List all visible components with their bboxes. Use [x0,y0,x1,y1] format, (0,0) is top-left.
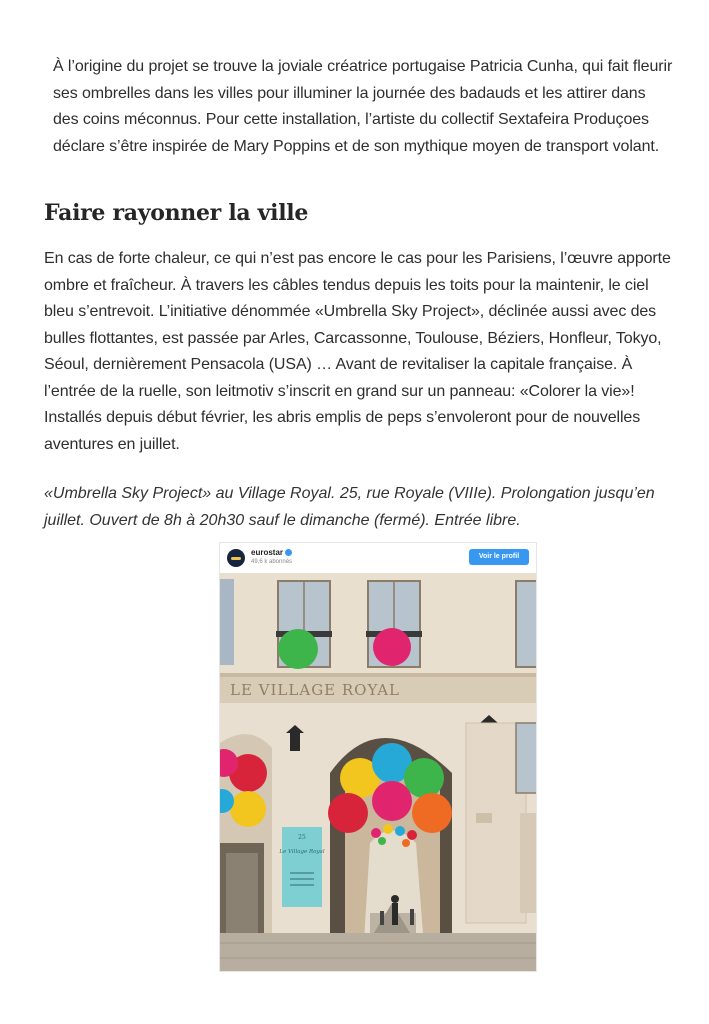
section-paragraph: En cas de forte chaleur, ce qui n’est pas encore le cas pour les Parisiens, l’œuvre apporte ombre et fraîcheur. À travers les câbles tendus depuis les toits pour la maintenir, le ciel bleu s’entrevoit. L’initiative dénommée «Umbrella Sky Project», déclinée aussi avec des bulles flottantes, est passée par Arles, Carcassonne, Toulouse, Béziers, Honfleur, Tokyo, Séoul, dernièrement Pensacola (USA) … Avant de revitaliser la capitale française. À l’entrée de la ruelle, son leitmotiv s’inscrit en grand sur un panneau: «Colorer la vie»! Installés depuis début février, les abris emplis de peps s’envoleront pour de nouvelles aventures en juillet. [44,250,671,453]
instagram-username[interactable] [251,548,292,557]
view-profile-button[interactable]: Voir le profil [469,549,529,565]
village-royal-sign: LE VILLAGE ROYAL [230,681,401,699]
verified-badge-icon [285,549,292,556]
poster-title: Le Village Royal [279,849,325,855]
poster-number: 25 [298,834,306,841]
umbrella-sky-photo[interactable] [220,573,537,972]
instagram-header [220,543,536,573]
section-heading: Faire rayonner la ville [44,200,309,226]
followers-count: 49,6 k abonnés [251,559,293,565]
intro-paragraph: À l’origine du projet se trouve la joviale créatrice portugaise Patricia Cunha, qui fait fleurir ses ombrelles dans les villes pour illuminer la journée des badauds et les attirer dans des coins méconnus. Pour cette installation, l’artiste du collectif Sextafeira Produçoes déclare s’être inspirée de Mary Poppins et de son mythique moyen de transport volant. [53,58,673,155]
username-text[interactable]: eurostar [251,548,284,557]
photo-caption: «Umbrella Sky Project» au Village Royal. 25, rue Royale (VIIIe). Prolongation jusqu’en juillet. Ouvert de 8h à 20h30 sauf le dimanche (fermé). Entrée libre. [44,485,655,529]
instagram-embed [219,542,537,972]
eurostar-logo-icon[interactable] [227,549,245,567]
